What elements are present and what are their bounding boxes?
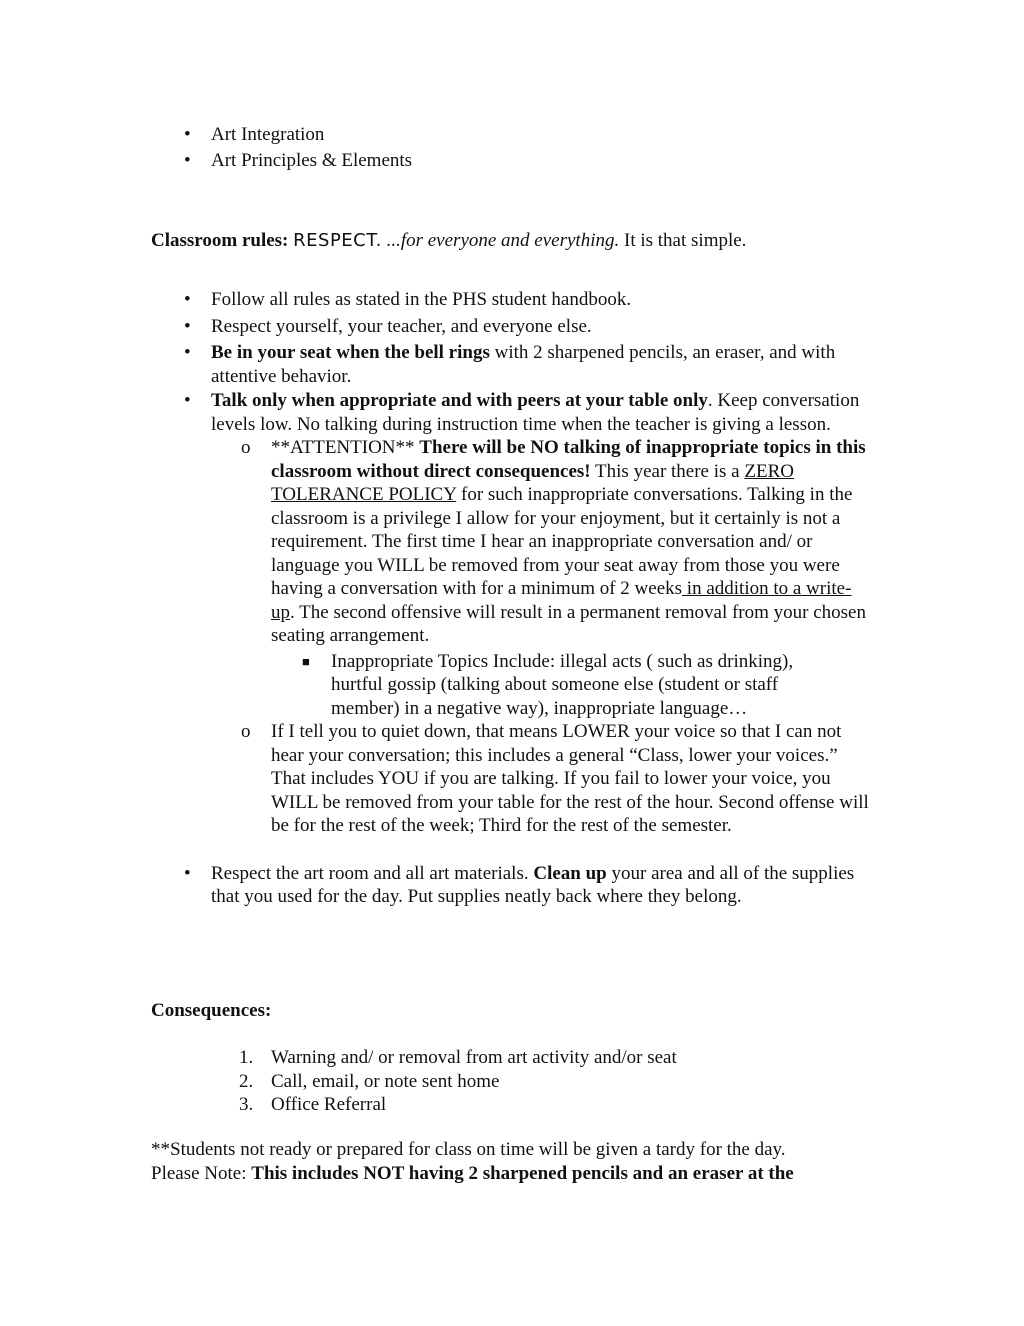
respect-word: RESPECT. (293, 230, 382, 251)
please-note: Please Note: This includes NOT having 2 sharpened pencils and an eraser at the (151, 1162, 794, 1184)
list-item: • Respect the art room and all art materials. Clean up your area and all of the supplies that you used for the day. Put supplies neatly back where they belong. (184, 862, 855, 907)
list-item: • Be in your seat when the bell rings with 2 sharpened pencils, an eraser, and with attentive behavior. (184, 342, 836, 387)
rules-list (184, 288, 875, 909)
rules-tail: It is that simple. (624, 230, 747, 251)
circle-bullet-icon: o (241, 721, 251, 742)
list-item: • Follow all rules as stated in the PHS student handbook. (184, 289, 632, 310)
list-item: 2. Call, email, or note sent home (239, 1070, 500, 1092)
bullet-icon: • (184, 315, 191, 337)
sub-sub-list (302, 650, 831, 721)
rules-heading-label: Classroom rules: (151, 230, 289, 251)
list-item: • Art Principles & Elements (184, 149, 413, 171)
tardy-note: **Students not ready or prepared for class on time will be given a tardy for the day. Please Note: This includes NOT having 2 sharpened pencils and an eraser at the (151, 1138, 911, 1185)
list-item: • Talk only when appropriate and with peers at your table only. Keep conversation levels low. No talking during instruction time when the teacher is giving a lesson. o **ATTENTION** There will be NO talking of inappropriate topics in this classroom without direct consequences! This year there is a ZERO TOLERANCE POLICY for such inappropriate conversations. Talking in the classroom is a privilege I allow for your enjoyment, but it certainly is not a requirement. The first time I hear an inappropriate conversation and/ or language you WILL be removed from your seat away from those you were having a conversation with for a minimum of 2 weeks in addition to a write-up. The second offensive will result in a permanent removal from your chosen seating arrangement. ■ Inappropriate Topics Include: illegal acts ( such as drinking), hurtful gossip (talking about someone else (student or staff member) in a negative way), inappropriate language… o If I tell you to quiet down, that means LOWER your voice so that I can not hear your conversation; this includes a general “Class, lower your voices.” That includes YOU if you are talking. If you fail to lower your voice, you WILL be removed from your table for the rest of the hour. Second offense will be for the rest of the week; Third for the rest of the semester. (211, 389, 875, 838)
bullet-icon: • (184, 390, 191, 411)
bullet-icon: • (184, 862, 191, 884)
list-item: 3. Office Referral (239, 1094, 387, 1115)
consequences-heading: Consequences: (151, 1000, 272, 1021)
bullet-icon: • (184, 124, 191, 145)
list-item: • Art Integration (184, 124, 325, 145)
square-bullet-icon: ■ (302, 653, 310, 669)
bullet-icon: • (184, 289, 191, 310)
list-item: ■ Inappropriate Topics Include: illegal acts ( such as drinking), hurtful gossip (talking about someone else (student or staff member) in a negative way), inappropriate language… (302, 650, 794, 719)
list-item: o If I tell you to quiet down, that means LOWER your voice so that I can not hear your conversation; this includes a general “Class, lower your voices.” That includes YOU if you are talking. If you fail to lower your voice, you WILL be removed from your table for the rest of the hour. Second offense will be for the rest of the week; Third for the rest of the semester. (241, 721, 869, 836)
list-item: • Respect yourself, your teacher, and everyone else. (184, 315, 592, 337)
list-item: 1. Warning and/ or removal from art activity and/or seat (239, 1047, 677, 1068)
topics-list (184, 123, 911, 172)
rules-heading (151, 229, 911, 253)
bullet-icon: • (184, 149, 191, 171)
rules-tagline: ...for everyone and everything. (386, 230, 620, 251)
consequences-list (239, 1046, 871, 1117)
bullet-icon: • (184, 342, 191, 363)
list-item: o **ATTENTION** There will be NO talking of inappropriate topics in this classroom without direct consequences! This year there is a ZERO TOLERANCE POLICY for such inappropriate conversations. Talking in the classroom is a privilege I allow for your enjoyment, but it certainly is not a requirement. The first time I hear an inappropriate conversation and/ or language you WILL be removed from your seat away from those you were having a conversation with for a minimum of 2 weeks in addition to a write-up. The second offensive will result in a permanent removal from your chosen seating arrangement. ■ Inappropriate Topics Include: illegal acts ( such as drinking), hurtful gossip (talking about someone else (student or staff member) in a negative way), inappropriate language… (241, 437, 866, 719)
sub-list (241, 436, 871, 838)
circle-bullet-icon: o (241, 437, 251, 458)
